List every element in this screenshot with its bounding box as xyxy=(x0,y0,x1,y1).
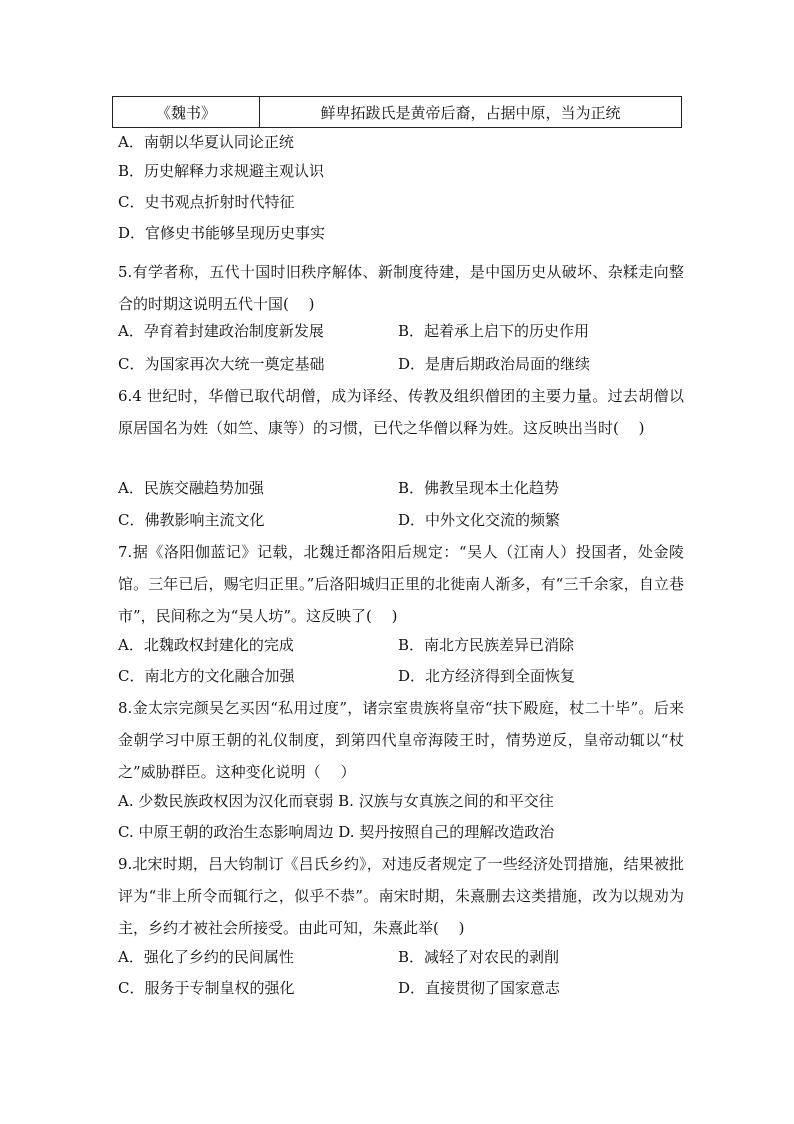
q4-option-a: A．南朝以华夏认同论正统 xyxy=(118,133,294,151)
table-cell-view: 鲜卑拓跋氏是黄帝后裔，占据中原，当为正统 xyxy=(260,97,682,128)
q8-option-ab: A. 少数民族政权因为汉化而衰弱 B. 汉族与女真族之间的和平交往 xyxy=(118,792,554,810)
q6-option-c: C．佛教影响主流文化 xyxy=(118,511,265,529)
q9-option-a: A．强化了乡约的民间属性 xyxy=(118,948,294,966)
q5-stem: 5.有学者称，五代十国时旧秩序解体、新制度待建，是中国历史从破坏、杂糅走向整合的时期这说明五代十国( ) xyxy=(118,263,684,313)
q4-option-b: B．历史解释力求规避主观认识 xyxy=(118,162,325,180)
q7-stem: 7.据《洛阳伽蓝记》记载，北魏迁都洛阳后规定：“吴人（江南人）投国者，处金陵馆。三年已后，赐宅归正里。”后洛阳城归正里的北徙南人渐多，有“三千余家，自立巷市”，民间称之为“吴人坊”。这反映了( ) xyxy=(118,543,684,625)
q6-stem: 6.4 世纪时，华僧已取代胡僧，成为译经、传教及组织僧团的主要力量。过去胡僧以原居国名为姓（如竺、康等）的习惯，已代之华僧以释为姓。这反映出当时( ) xyxy=(118,387,684,437)
q5-option-c: C．为国家再次大统一奠定基础 xyxy=(118,355,325,373)
q9-option-d: D．直接贯彻了国家意志 xyxy=(398,979,561,997)
q4-option-c: C．史书观点折射时代特征 xyxy=(118,193,295,211)
q5-option-a: A．孕育着封建政治制度新发展 xyxy=(118,322,324,340)
q5-option-d: D．是唐后期政治局面的继续 xyxy=(398,355,591,373)
q4-option-d: D．官修史书能够呈现历史事实 xyxy=(118,224,326,242)
table-row xyxy=(113,97,682,128)
q8-option-cd: C. 中原王朝的政治生态影响周边 D. 契丹按照自己的理解改造政治 xyxy=(118,823,555,841)
q7-option-b: B．南北方民族差异已消除 xyxy=(398,636,575,654)
q6-option-b: B．佛教呈现本土化趋势 xyxy=(398,479,560,497)
q9-option-c: C．服务于专制皇权的强化 xyxy=(118,979,295,997)
q8-stem: 8.金太宗完颜吴乞买因“私用过度”，诸宗室贵族将皇帝“扶下殿庭，杖二十毕”。后来金朝学习中原王朝的礼仪制度，到第四代皇帝海陵王时，情势逆反，皇帝动辄以“杖之”威胁群臣。这种变化说明（ ） xyxy=(118,699,684,781)
q6-option-d: D．中外文化交流的频繁 xyxy=(398,511,561,529)
q9-option-b: B．减轻了对农民的剥削 xyxy=(398,948,560,966)
q6-option-a: A．民族交融趋势加强 xyxy=(118,479,264,497)
q5-option-b: B．起着承上启下的历史作用 xyxy=(398,322,590,340)
q7-option-c: C．南北方的文化融合加强 xyxy=(118,667,295,685)
q7-option-d: D．北方经济得到全面恢复 xyxy=(398,667,576,685)
source-table xyxy=(112,96,682,128)
q9-stem: 9.北宋时期，吕大钧制订《吕氏乡约》，对违反者规定了一些经济处罚措施，结果被批评为“非上所令而辄行之，似乎不恭”。南宋时期，朱熹删去这类措施，改为以规劝为主，乡约才被社会所接受。由此可知，朱熹此举( ) xyxy=(118,855,684,937)
table-cell-source: 《魏书》 xyxy=(113,97,260,128)
q7-option-a: A．北魏政权封建化的完成 xyxy=(118,636,294,654)
